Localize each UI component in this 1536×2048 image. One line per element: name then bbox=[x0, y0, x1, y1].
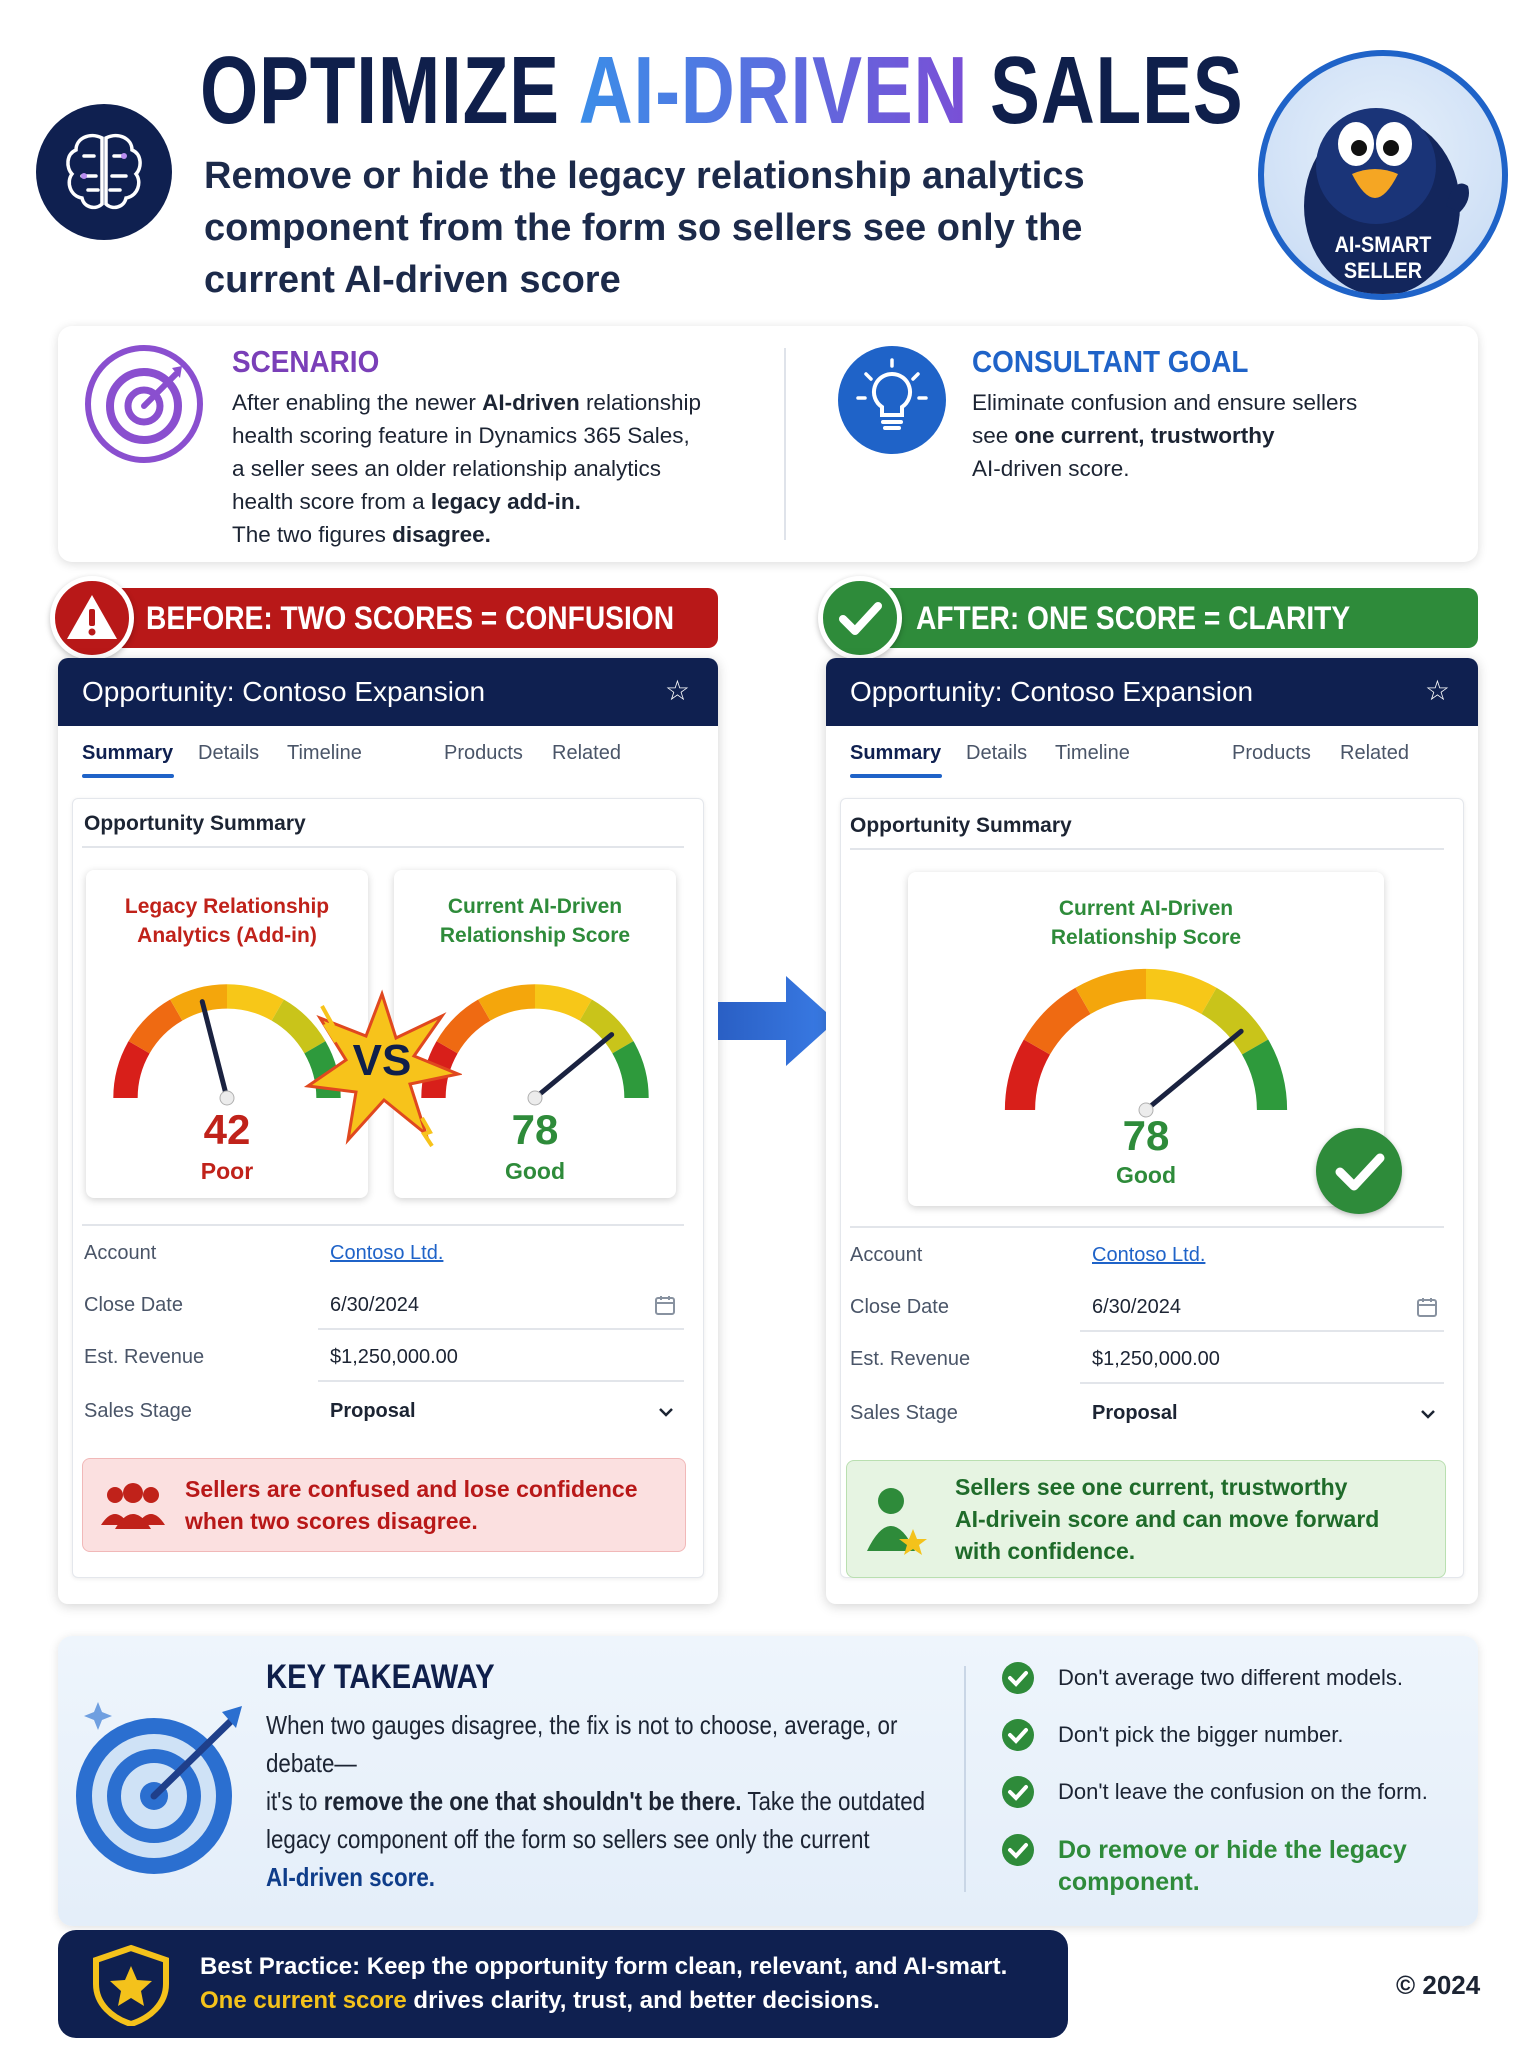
shield-star-icon bbox=[88, 1944, 174, 2026]
tab-summary[interactable]: Summary bbox=[82, 742, 174, 764]
legacy-score-value: 42 bbox=[203, 1106, 251, 1153]
takeaway-checklist: Don't average two different models. Don't pick the bigger number. Don't leave the confusion on the form. Do remove or hide the legacy component. bbox=[1002, 1662, 1462, 1912]
gauge-hub bbox=[220, 1091, 234, 1105]
before-opportunity-panel bbox=[58, 658, 718, 1604]
est-revenue-field[interactable]: $1,250,000.00 bbox=[1092, 1348, 1220, 1370]
lightbulb-icon bbox=[836, 344, 948, 456]
gauge-segment bbox=[227, 996, 278, 1010]
gauge-segment bbox=[623, 1047, 637, 1098]
favorite-star-icon[interactable]: ☆ bbox=[1424, 675, 1450, 706]
gauge-segment bbox=[1020, 1047, 1037, 1110]
check-icon bbox=[1002, 1776, 1034, 1808]
scenario-heading: SCENARIO bbox=[232, 344, 380, 379]
legacy-score-label: Legacy Relationship Analytics (Add-in) bbox=[124, 895, 330, 947]
gauge-segment bbox=[1255, 1047, 1272, 1110]
copyright: © 2024 bbox=[1396, 1970, 1481, 2000]
gauge-segment bbox=[1146, 984, 1209, 1001]
check-circle-icon bbox=[1316, 1128, 1402, 1214]
current-score-rating: Good bbox=[504, 1158, 566, 1184]
gauge-segment bbox=[535, 996, 586, 1010]
penguin-mascot-icon bbox=[1258, 50, 1508, 300]
tab-timeline[interactable]: Timeline bbox=[1055, 742, 1130, 764]
close-date-field[interactable]: 6/30/2024 bbox=[1092, 1296, 1181, 1318]
section-title: Opportunity Summary bbox=[84, 812, 306, 835]
panel-title: Opportunity: Contoso Expansion bbox=[826, 658, 1478, 726]
page-title: OPTIMIZE AI-DRIVEN SALES bbox=[200, 37, 1244, 144]
chevron-down-icon[interactable] bbox=[656, 1402, 676, 1422]
tab-timeline[interactable]: Timeline bbox=[287, 742, 362, 764]
gauge-needle bbox=[1146, 1031, 1241, 1110]
panel-title: Opportunity: Contoso Expansion bbox=[58, 658, 718, 726]
after-opportunity-panel bbox=[826, 658, 1478, 1604]
scenario-text: After enabling the newer AI-driven relationship health scoring feature in Dynamics 365 Sales, a seller sees an older relationship analytics health score from a legacy add-in. The two figures disagree. bbox=[232, 390, 702, 547]
people-group-icon bbox=[101, 1481, 165, 1531]
after-banner: AFTER: ONE SCORE = CLARITY bbox=[856, 588, 1478, 648]
field-label-account: Account bbox=[84, 1242, 157, 1264]
current-score-rating: Good bbox=[1115, 1162, 1177, 1188]
gauge-segment bbox=[1083, 984, 1146, 1001]
tab-summary[interactable]: Summary bbox=[850, 742, 942, 764]
best-practice-banner bbox=[58, 1930, 1068, 2038]
arrow-right-icon bbox=[718, 976, 838, 1066]
warning-icon bbox=[50, 576, 134, 660]
person-star-icon bbox=[867, 1483, 927, 1559]
est-revenue-field[interactable]: $1,250,000.00 bbox=[330, 1346, 458, 1368]
vs-burst-icon bbox=[302, 988, 462, 1148]
active-tab-indicator bbox=[82, 774, 174, 778]
sales-stage-select[interactable]: Proposal bbox=[1092, 1402, 1178, 1424]
tab-products[interactable]: Products bbox=[1232, 742, 1311, 764]
before-warning-note: Sellers are confused and lose confidence when two scores disagree. bbox=[82, 1458, 686, 1552]
field-label-sales-stage: Sales Stage bbox=[84, 1400, 192, 1422]
gauge-segment bbox=[1037, 1001, 1083, 1047]
gauge-needle bbox=[535, 1035, 612, 1098]
section-title: Opportunity Summary bbox=[850, 814, 1072, 837]
check-icon bbox=[1002, 1719, 1034, 1751]
field-label-est-revenue: Est. Revenue bbox=[850, 1348, 971, 1370]
tab-related[interactable]: Related bbox=[552, 742, 621, 764]
sales-stage-select[interactable]: Proposal bbox=[330, 1400, 416, 1422]
tab-details[interactable]: Details bbox=[966, 742, 1028, 764]
brain-icon bbox=[36, 104, 172, 240]
goal-text: Eliminate confusion and ensure sellers see one current, trustworthy AI-driven score. bbox=[972, 390, 1358, 481]
chevron-down-icon[interactable] bbox=[1418, 1404, 1438, 1424]
field-label-sales-stage: Sales Stage bbox=[850, 1402, 958, 1424]
target-arrow-icon bbox=[72, 1676, 262, 1876]
card-divider bbox=[784, 348, 786, 540]
takeaway-divider bbox=[964, 1666, 966, 1892]
current-score-value: 78 bbox=[1122, 1112, 1170, 1159]
field-label-account: Account bbox=[850, 1244, 923, 1266]
gauge-needle bbox=[202, 1002, 227, 1098]
field-label-close-date: Close Date bbox=[850, 1296, 949, 1318]
key-takeaway-card bbox=[58, 1636, 1478, 1926]
close-date-field[interactable]: 6/30/2024 bbox=[330, 1294, 419, 1316]
account-link[interactable]: Contoso Ltd. bbox=[330, 1242, 444, 1264]
gauge-segment bbox=[139, 1010, 176, 1047]
gauge-hub bbox=[528, 1091, 542, 1105]
calendar-icon[interactable] bbox=[654, 1294, 676, 1316]
tab-related[interactable]: Related bbox=[1340, 742, 1409, 764]
favorite-star-icon[interactable]: ☆ bbox=[664, 675, 690, 706]
current-score-label: Current AI-Driven Relationship Score bbox=[439, 895, 631, 947]
current-score-gauge bbox=[908, 872, 1384, 1206]
field-label-est-revenue: Est. Revenue bbox=[84, 1346, 205, 1368]
tab-products[interactable]: Products bbox=[444, 742, 523, 764]
target-icon bbox=[84, 344, 204, 464]
legacy-score-rating: Poor bbox=[200, 1158, 254, 1184]
check-circle-icon bbox=[818, 576, 902, 660]
account-link[interactable]: Contoso Ltd. bbox=[1092, 1244, 1206, 1266]
after-success-note: Sellers see one current, trustworthy AI-drivein score and can move forward with confidence. bbox=[846, 1460, 1446, 1578]
check-icon bbox=[1002, 1662, 1034, 1694]
calendar-icon[interactable] bbox=[1416, 1296, 1438, 1318]
field-label-close-date: Close Date bbox=[84, 1294, 183, 1316]
check-icon bbox=[1002, 1834, 1034, 1866]
takeaway-heading: KEY TAKEAWAY bbox=[266, 1658, 495, 1696]
active-tab-indicator bbox=[850, 774, 942, 778]
best-practice-text: Best Practice: Keep the opportunity form clean, relevant, and AI-smart. One current score drives clarity, trust, and better decisions. bbox=[200, 1953, 1008, 2014]
vs-label: VS bbox=[352, 1036, 412, 1085]
gauge-segment bbox=[125, 1047, 139, 1098]
goal-heading: CONSULTANT GOAL bbox=[972, 344, 1249, 379]
page-subtitle: Remove or hide the legacy relationship analytics component from the form so sellers see only the current AI-driven score bbox=[204, 155, 1085, 301]
current-score-value: 78 bbox=[511, 1106, 559, 1153]
mascot-label: AI-SMART SELLER bbox=[1334, 232, 1432, 283]
before-banner: BEFORE: TWO SCORES = CONFUSION bbox=[84, 588, 718, 648]
tab-details[interactable]: Details bbox=[198, 742, 260, 764]
takeaway-text: When two gauges disagree, the fix is not to choose, average, or debate— it's to remove the one that shouldn't be there. Take the outdated legacy component off the form so sellers see only the current AI-driven score. bbox=[266, 1710, 926, 1892]
current-score-label: Current AI-Driven Relationship Score bbox=[1050, 897, 1242, 949]
gauge-segment bbox=[484, 996, 535, 1010]
